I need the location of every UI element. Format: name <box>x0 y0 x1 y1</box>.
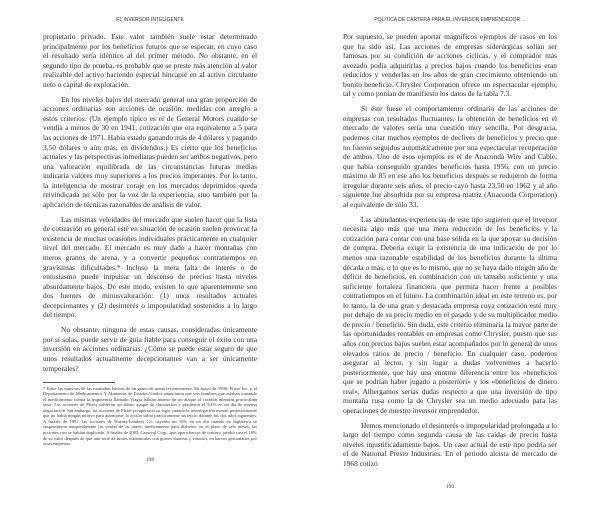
paragraph: Las abundantes experiencias de este tipo sugieren que el inversor necesita algo más que una mera reducción de los beneficios y la cotización para contar con una base sólida en la que apoyar su decisión de compra. Debería exigir la existencia de una indicación de por lo menos una razonable estabilidad de los beneficios durante la última década o más, o lo que es lo mismo, que no se haya dado ningún año de déficit de beneficios, en combinación con un tamaño suficiente y una suficiente fortaleza financiera que permita hacer frente a posibles contratiempos en el futuro. La combinación ideal en este terreno es, por lo tanto, la de una gran y destacada empresa cuya cotización esté muy por debajo de su precio medio en el pasado y de su multiplicador medio de precio / beneficio. Sin duda, este criterio eliminaría la mayor parte de las oportunidades rentables en empresas como Chrysler, puesto que sus años con precios bajos suelen estar acompañados por lo general de unos elevados ratios de precio / beneficio. En cualquier caso, podemos asegurar al lector, y sin lugar a dudas volveremos a hacerlo posteriormente, que hay una enorme diferencia entre los «beneficios que se podrían haber jugado a posteriori» y los «beneficios de dinero real». Albergamos serias dudas respecto a que una inversión de tipo montaña rusa como la de Chrysler sea un medio adecuado para las operaciones de nuestro inversor emprendedor. <box>343 214 557 415</box>
page-number: 198 <box>145 456 155 463</box>
paragraph: propietario privado. Este valor también suele estar determinado principalmente por los beneficios futuros que se esperan, en cuyo caso el resultado sería idéntico al del primer método. No obstante, en el segundo tipo de prueba, es probable que se preste más atención al valor realizable del activo haciendo especial hincapié en al activo circulante neto o capital de explotación. <box>43 32 257 89</box>
paragraph: No obstante, ninguna de estas causas, consideradas únicamente por sí solas, puede servir de guía fiable para conseguir el éxito con una inversión en acciones ordinarias. ¿Cómo se puede estar seguro de que unos resultados actualmente decepcionantes van a ser únicamente temporales? <box>43 325 257 373</box>
page-number: 199 <box>445 484 455 491</box>
paragraph: Por supuesto, se pueden aportar magníficos ejemplos de casos en los que ha sido así. Las acciones de empresas siderúrgicas solían ser famosas por su condición de acciones cíclicas, y el comprador más avezado podía adquirirlas a precios bajos cuando los beneficios eran reducidos y venderlas en los años de gran crecimiento obteniendo un bonito beneficio. Chrysler Corporation ofrece un espectacular ejemplo, tal y como ponían de manifiesto los datos de la tabla 7.3. <box>343 32 557 99</box>
body-text <box>343 32 557 474</box>
paragraph: Las mismas veleidades del mercado que suelen hacer que la lista de cotización en general esté en situación de ocasión suelen provocar la existencia de muchas ocasiones individuales prácticamente en cualquier nivel del mercado. El mercado es muy dado a hacer montañas con meros granos de arena, y a convertir pequeños contratiempos en gravísimas dificultades.* Incluso la mera falta de interés o de entusiasmo puede impulsar un descenso de precios hasta niveles absurdamente bajos. De este modo, existen lo que aparentemente son dos fuentes de minusvaloración: (1) unos resultados actuales decepcionantes y (2) desinterés o impopularidad sostenidos a lo largo del tiempo. <box>43 214 257 320</box>
paragraph: En los niveles bajos del mercado general una gran proporción de acciones ordinarias son acciones de ocasión, medidas con arreglo a estos criterios. (Un ejemplo típico es el de General Motors cuando se vendía a menos de 30 en 1941, cotización que era equivalente a 5 para las acciones de 1971. Había estado ganando más de 4 dólares y pagando 3,50 dólares o aún más, en dividendos.) Es cierto que los beneficios actuales y las perspectivas inmediatas pueden ser ambos negativos, pero una valoración equilibrada de las circunstancias futuras medias indicaría valores muy superiores a los precios imperantes. Por lo tanto, la inteligencia de mostrar coraje en los mercados deprimidos queda reivindicada no sólo por la voz de la experiencia, sino también por la aplicación de técnicas razonables de análisis de valor. <box>43 94 257 209</box>
right-page <box>300 0 600 505</box>
body-text <box>43 32 257 379</box>
paragraph: Hemos mencionado el desinterés o impopularidad prolongada a lo largo del tiempo como segunda causa de las caídas de precio hasta niveles injustificadamente bajos. Un caso actual de este tipo podría ser el de National Presto Industries. En el periodo alcista de mercado de 1968 cotizó <box>343 420 557 469</box>
footnote-divider <box>43 382 115 383</box>
running-header: EL INVERSOR INTELIGENTE <box>116 17 184 23</box>
paragraph: Si éste fuese el comportamiento ordinario de las acciones de empresas con resultados fluctuantes, la obtención de beneficios en el mercado de valores sería una cuestión muy sencilla. Por desgracia, podemos citar muchos ejemplos de declives de beneficios y precio que no fueron seguidos automáticamente por una espectacular recuperación de ambos. Uno de esos ejemplos es el de Anaconda Wire and Cable, que había conseguido grandes beneficios hasta 1956, con un precio máximo de 85 en ese año los beneficios después se redujeron de forma irregular durante seis años, el precio cayó hasta 23,50 en 1962 y al año siguiente fue absorbida por su empresa matriz (Anaconda Corporation) al equivalente de sólo 33. <box>343 104 557 209</box>
running-header: POLÍTICA DE CARTERA PARA EL INVERSOR EMPRENDEDOR:... <box>374 17 526 23</box>
footnote: * Entre las mayores de las montañas hechas de un grano de arena recientemente. En mayo de 1998, Pfizer Inc. y el Departamento de Medicamentos Y Alimentos de Estados Unidos anunciaron que seis hombres que estaban tomando el medicamento contra la impotencia llamado Viagra habían muerto de un ataque al corazón mientras practicaban sexo. Las acciones de Pfizer sufrieron un súbito ataque de fluctuación y perdieron el 3,4% en un día de intensa negociación. Sin embargo, las acciones de Pfizer recuperaron su vigor cuando la investigación mostró posteriormente que no había ningún motivo para alarmarse; la acción subió prácticamente un tercio durante los dos años siguientes. A finales de 1997, las acciones de Warner-Lambert Co. cayeron un 16% en un día cuando en Inglaterra se suspendieron temporalmente las ventas de su nuevo medicamento para diabetes; en el plazo de seis meses, las acciones casi se habían duplicado. A finales de 2003, Carnival Corp., que opera barcos de crucero, perdió casi el 10% de su valor después de que una serie de brotes estomacales con graves diarreas y vómitos, en barcos gestionados por otras empresas. <box>43 385 257 447</box>
left-page <box>0 0 300 478</box>
